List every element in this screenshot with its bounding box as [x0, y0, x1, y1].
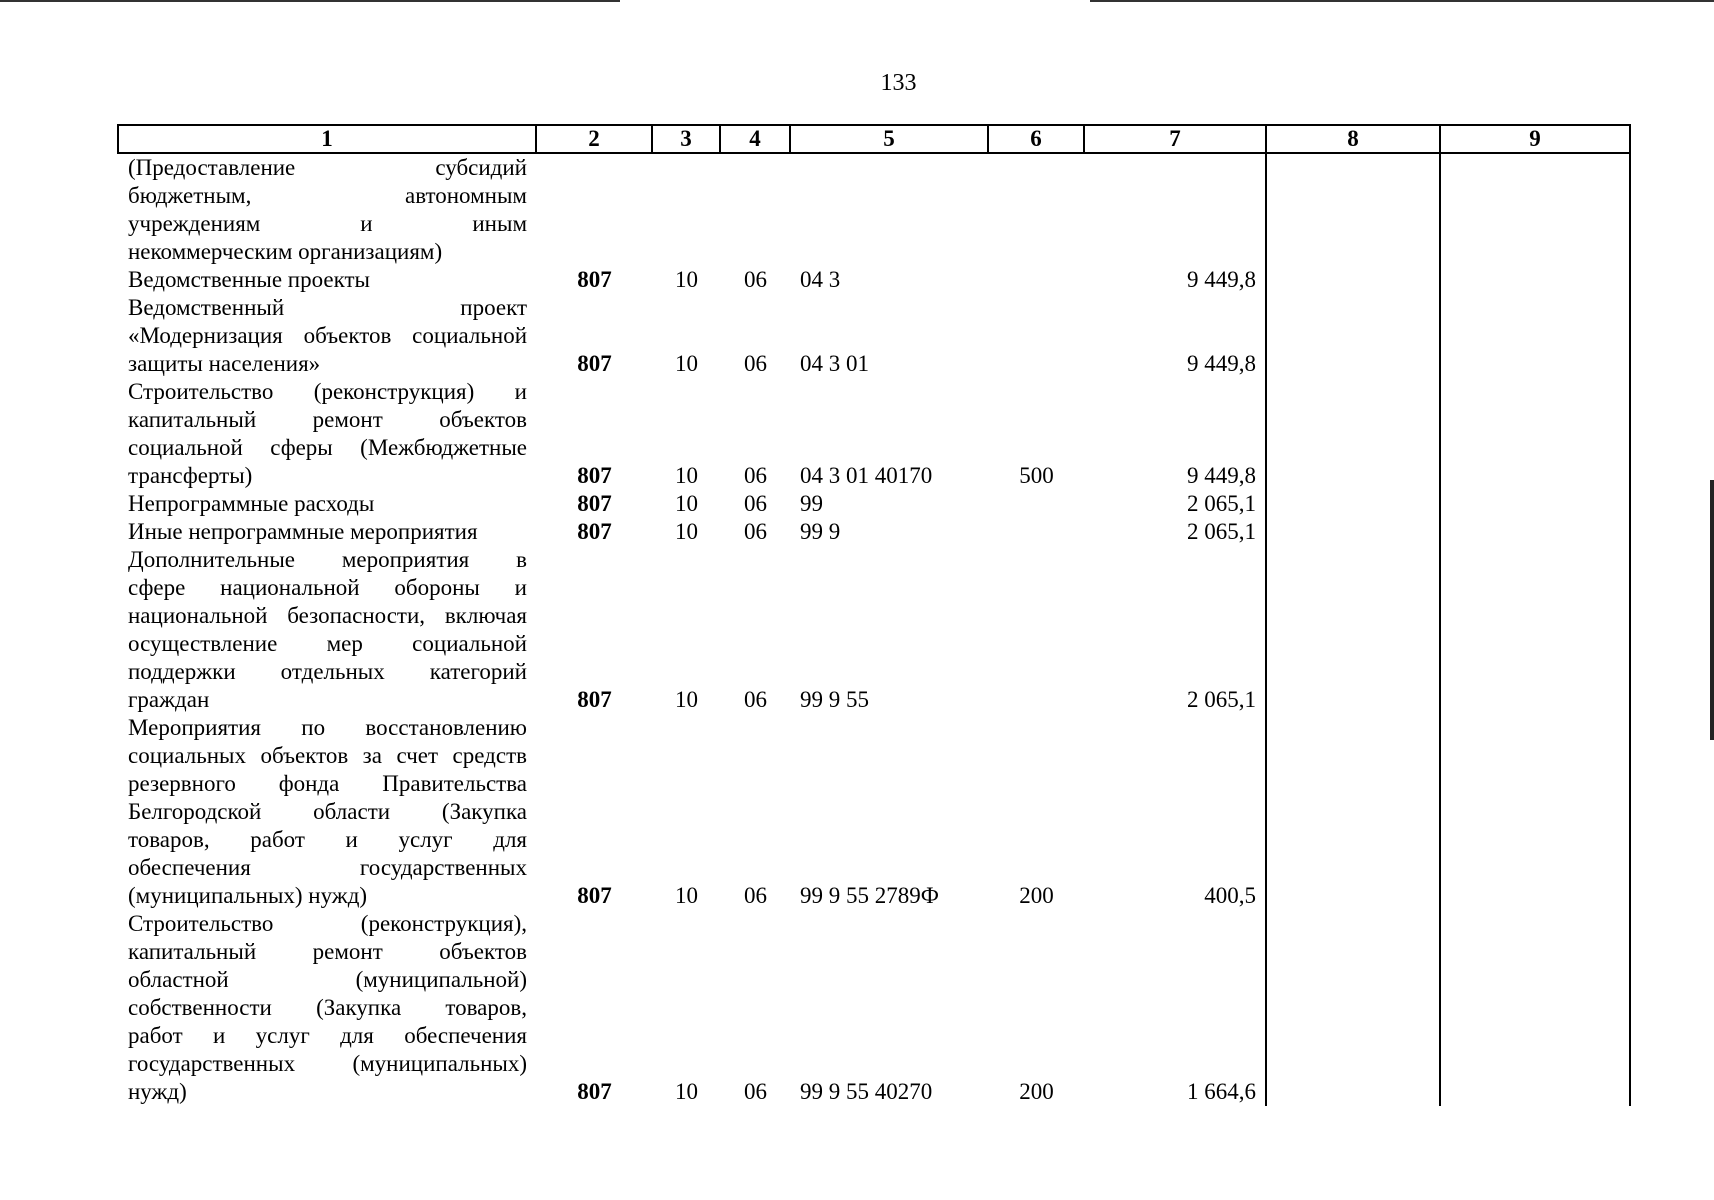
description-line: национальной безопасности, включая: [128, 603, 527, 628]
cell-col-3: [652, 153, 720, 266]
column-header-4: 4: [720, 125, 790, 153]
cell-col-4: 06: [744, 519, 767, 544]
column-header-5: 5: [790, 125, 988, 153]
column-header-9: 9: [1440, 125, 1630, 153]
table-body: [118, 153, 1630, 1106]
column-header-3: 3: [652, 125, 720, 153]
cell-col-7: 9 449,8: [1187, 267, 1256, 292]
scan-edge-top-left: [0, 0, 620, 2]
cell-col-6: [988, 518, 1084, 546]
table-row: [118, 910, 1630, 1106]
cell-col-9: [1440, 153, 1630, 266]
cell-col-3: 10: [675, 351, 698, 376]
description-line: работ и услуг для обеспечения: [128, 1023, 527, 1048]
cell-col-7: 2 065,1: [1187, 491, 1256, 516]
cell-col-7: [1084, 153, 1266, 266]
description-line: сфере национальной обороны и: [128, 575, 527, 600]
description-line: осуществление мер социальной: [128, 631, 527, 656]
cell-col-3: 10: [675, 491, 698, 516]
cell-col-3: 10: [675, 1079, 698, 1104]
cell-col-4: 06: [744, 883, 767, 908]
description-line: поддержки отдельных категорий: [128, 659, 527, 684]
cell-col-8: [1266, 490, 1440, 518]
cell-col-4: 06: [744, 463, 767, 488]
cell-col-8: [1266, 714, 1440, 910]
table-row: [118, 378, 1630, 490]
description-line: учреждениям и иным: [128, 211, 527, 236]
table-row: [118, 266, 1630, 294]
cell-col-9: [1440, 518, 1630, 546]
cell-col-5: [790, 153, 988, 266]
cell-col-4: 06: [744, 351, 767, 376]
cell-col-2: 807: [577, 463, 612, 488]
cell-col-9: [1440, 490, 1630, 518]
description-line: Строительство (реконструкция),: [128, 911, 527, 936]
cell-col-7: 1 664,6: [1187, 1079, 1256, 1104]
description-line: Мероприятия по восстановлению: [128, 715, 527, 740]
header-row: [118, 125, 1630, 153]
cell-col-2: 807: [577, 519, 612, 544]
row-description: [118, 294, 536, 378]
scan-edge-top-right: [1090, 0, 1714, 2]
cell-col-2: 807: [577, 267, 612, 292]
cell-col-9: [1440, 266, 1630, 294]
column-header-7: 7: [1084, 125, 1266, 153]
cell-col-6: [988, 546, 1084, 714]
row-description: [118, 378, 536, 490]
cell-col-6: [988, 294, 1084, 378]
cell-col-2: 807: [577, 687, 612, 712]
cell-col-8: [1266, 266, 1440, 294]
cell-col-5: 99 9: [800, 519, 841, 544]
description-line: Ведомственные проекты: [128, 267, 370, 292]
row-description: [118, 266, 536, 294]
description-line: Дополнительные мероприятия в: [128, 547, 527, 572]
cell-col-9: [1440, 546, 1630, 714]
table-header: [118, 125, 1630, 153]
description-line: Непрограммные расходы: [128, 491, 375, 516]
cell-col-3: 10: [675, 463, 698, 488]
description-line: капитальный ремонт объектов: [128, 407, 527, 432]
page-number: 133: [880, 70, 917, 96]
cell-col-7: 400,5: [1204, 883, 1256, 908]
cell-col-5: 04 3 01: [800, 351, 869, 376]
column-header-2: 2: [536, 125, 652, 153]
table-row: [118, 518, 1630, 546]
cell-col-5: 99 9 55: [800, 687, 869, 712]
cell-col-8: [1266, 378, 1440, 490]
column-header-6: 6: [988, 125, 1084, 153]
cell-col-3: 10: [675, 883, 698, 908]
cell-col-4: [720, 153, 790, 266]
row-description: [118, 546, 536, 714]
description-line: государственных (муниципальных): [128, 1051, 527, 1076]
description-line: граждан: [128, 687, 210, 712]
description-line: (муниципальных) нужд): [128, 883, 368, 908]
cell-col-8: [1266, 153, 1440, 266]
cell-col-3: 10: [675, 687, 698, 712]
table-row: [118, 153, 1630, 266]
table-row: [118, 294, 1630, 378]
description-line: (Предоставление субсидий: [128, 155, 527, 180]
description-line: собственности (Закупка товаров,: [128, 995, 527, 1020]
cell-col-8: [1266, 546, 1440, 714]
table-row: [118, 714, 1630, 910]
row-description: [118, 910, 536, 1106]
cell-col-2: 807: [577, 1079, 612, 1104]
cell-col-6: 200: [1019, 1079, 1054, 1104]
description-line: некоммерческим организациям): [128, 239, 443, 264]
cell-col-4: 06: [744, 267, 767, 292]
cell-col-9: [1440, 378, 1630, 490]
cell-col-8: [1266, 294, 1440, 378]
description-line: Белгородской области (Закупка: [128, 799, 527, 824]
description-line: защиты населения»: [128, 351, 321, 376]
cell-col-2: [536, 153, 652, 266]
budget-table: [117, 124, 1631, 1106]
cell-col-8: [1266, 518, 1440, 546]
description-line: Иные непрограммные мероприятия: [128, 519, 478, 544]
description-line: нужд): [128, 1079, 187, 1104]
row-description: [118, 518, 536, 546]
cell-col-5: 04 3: [800, 267, 841, 292]
cell-col-6: 200: [1019, 883, 1054, 908]
row-description: [118, 153, 536, 266]
cell-col-8: [1266, 910, 1440, 1106]
description-line: бюджетным, автономным: [128, 183, 527, 208]
cell-col-5: 99: [800, 491, 823, 516]
row-description: [118, 714, 536, 910]
description-line: Строительство (реконструкция) и: [128, 379, 527, 404]
cell-col-4: 06: [744, 1079, 767, 1104]
row-description: [118, 490, 536, 518]
description-line: трансферты): [128, 463, 253, 488]
cell-col-5: 99 9 55 40270: [800, 1079, 933, 1104]
cell-col-9: [1440, 714, 1630, 910]
cell-col-3: 10: [675, 267, 698, 292]
cell-col-5: 99 9 55 2789Ф: [800, 883, 939, 908]
description-line: Ведомственный проект: [128, 295, 527, 320]
description-line: социальных объектов за счет средств: [128, 743, 527, 768]
column-header-1: 1: [118, 125, 536, 153]
cell-col-2: 807: [577, 351, 612, 376]
cell-col-6: [988, 266, 1084, 294]
cell-col-6: [988, 153, 1084, 266]
cell-col-9: [1440, 294, 1630, 378]
description-line: «Модернизация объектов социальной: [128, 323, 527, 348]
description-line: обеспечения государственных: [128, 855, 527, 880]
cell-col-4: 06: [744, 687, 767, 712]
cell-col-4: 06: [744, 491, 767, 516]
cell-col-2: 807: [577, 883, 612, 908]
column-header-8: 8: [1266, 125, 1440, 153]
cell-col-6: 500: [1019, 463, 1054, 488]
scan-edge-right: [1710, 480, 1714, 740]
description-line: капитальный ремонт объектов: [128, 939, 527, 964]
description-line: товаров, работ и услуг для: [128, 827, 527, 852]
description-line: социальной сферы (Межбюджетные: [128, 435, 527, 460]
cell-col-7: 9 449,8: [1187, 463, 1256, 488]
cell-col-9: [1440, 910, 1630, 1106]
cell-col-7: 9 449,8: [1187, 351, 1256, 376]
table-row: [118, 546, 1630, 714]
description-line: областной (муниципальной): [128, 967, 527, 992]
cell-col-7: 2 065,1: [1187, 519, 1256, 544]
cell-col-3: 10: [675, 519, 698, 544]
cell-col-7: 2 065,1: [1187, 687, 1256, 712]
cell-col-5: 04 3 01 40170: [800, 463, 933, 488]
description-line: резервного фонда Правительства: [128, 771, 527, 796]
cell-col-6: [988, 490, 1084, 518]
table-row: [118, 490, 1630, 518]
cell-col-2: 807: [577, 491, 612, 516]
